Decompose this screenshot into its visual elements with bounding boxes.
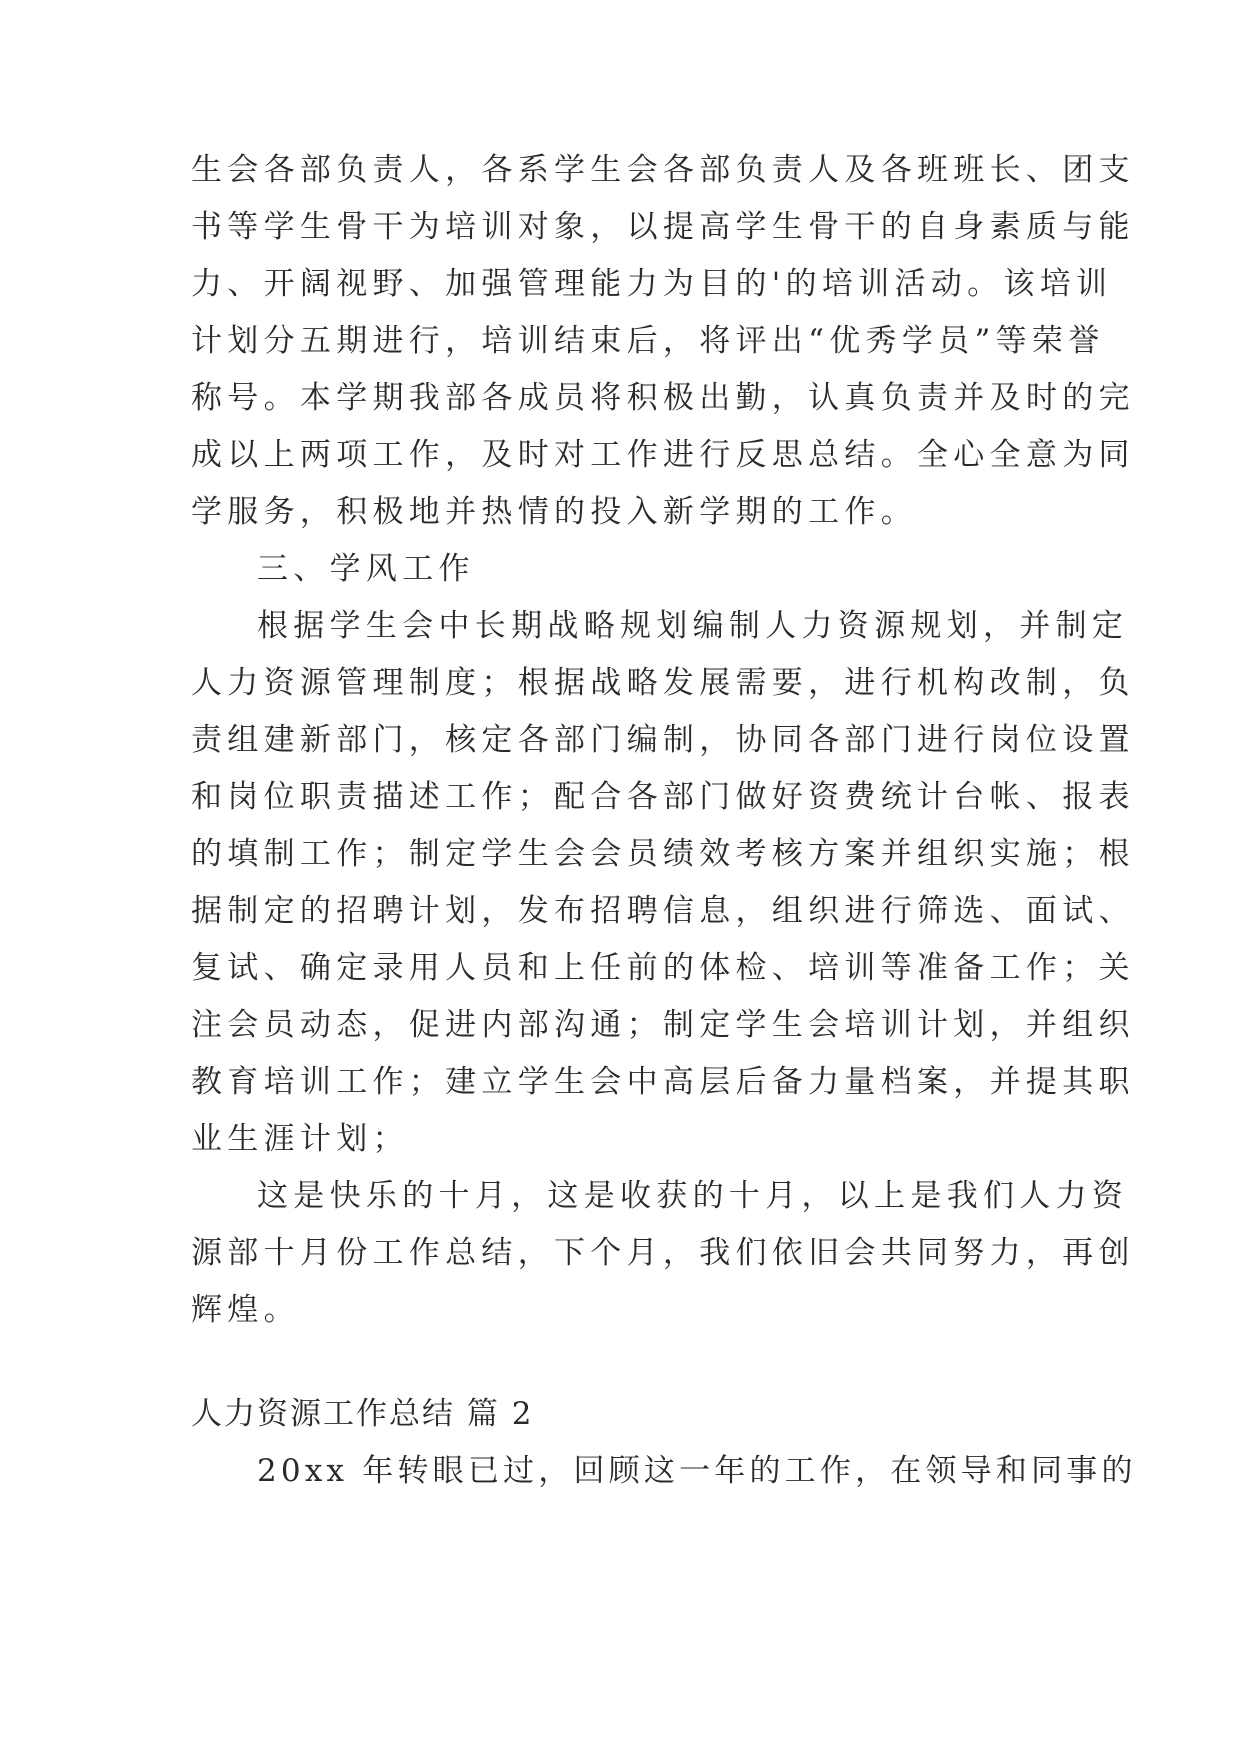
body-line-23: 20xx 年转眼已过，回顾这一年的工作，在领导和同事的 [257,1453,1137,1489]
body-line-19: 这是快乐的十月，这是收获的十月，以上是我们人力资 [257,1178,1129,1214]
body-line-9: 根据学生会中长期战略规划编制人力资源规划，并制定 [257,608,1129,644]
body-line-21: 辉煌。 [191,1292,300,1328]
body-line-18: 业生涯计划； [191,1121,409,1157]
section-title-part-2: 人力资源工作总结 篇 2 [191,1396,534,1432]
body-line-16: 注会员动态，促进内部沟通；制定学生会培训计划，并组织 [191,1007,1135,1043]
body-line-13: 的填制工作；制定学生会会员绩效考核方案并组织实施；根 [191,836,1135,872]
body-line-7: 学服务，积极地并热情的投入新学期的工作。 [191,494,917,530]
body-line-14: 据制定的招聘计划，发布招聘信息，组织进行筛选、面试、 [191,893,1135,929]
body-line-15: 复试、确定录用人员和上任前的体检、培训等准备工作；关 [191,950,1135,986]
body-line-1: 生会各部负责人，各系学生会各部负责人及各班班长、团支 [191,152,1135,188]
body-line-11: 责组建新部门，核定各部门编制，协同各部门进行岗位设置 [191,722,1135,758]
body-line-20: 源部十月份工作总结，下个月，我们依旧会共同努力，再创 [191,1235,1135,1271]
body-line-5: 称号。本学期我部各成员将积极出勤，认真负责并及时的完 [191,380,1135,416]
section-heading-study-style: 三、学风工作 [257,551,475,587]
body-line-4: 计划分五期进行，培训结束后，将评出“优秀学员”等荣誉 [191,323,1105,359]
body-line-6: 成以上两项工作，及时对工作进行反思总结。全心全意为同 [191,437,1135,473]
body-line-2: 书等学生骨干为培训对象，以提高学生骨干的自身素质与能 [191,209,1135,245]
body-line-17: 教育培训工作；建立学生会中高层后备力量档案，并提其职 [191,1064,1135,1100]
body-line-3: 力、开阔视野、加强管理能力为目的'的培训活动。该培训 [191,266,1113,302]
body-line-10: 人力资源管理制度；根据战略发展需要，进行机构改制，负 [191,665,1135,701]
body-line-12: 和岗位职责描述工作；配合各部门做好资费统计台帐、报表 [191,779,1135,815]
